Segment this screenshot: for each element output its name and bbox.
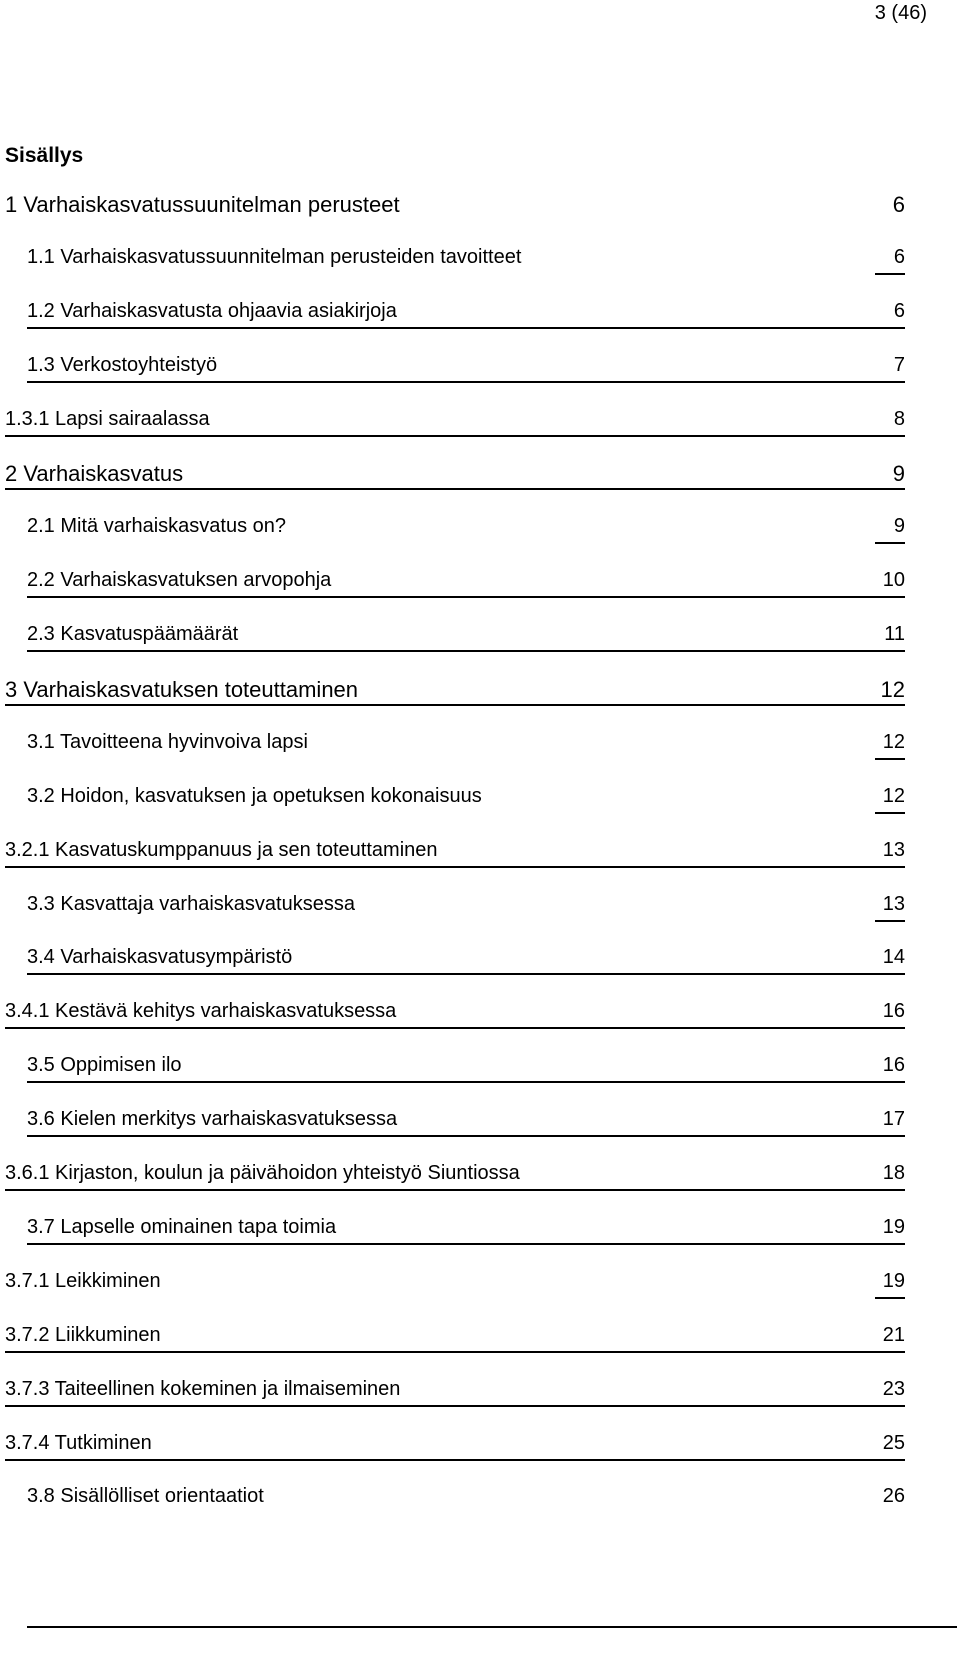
toc-entry-underline [5,435,905,437]
toc-entry-page: 14 [882,946,905,968]
toc-entry-underline [5,1459,905,1461]
toc-entry[interactable] [5,1324,905,1380]
toc-entry-page: 6 [893,300,905,322]
toc-entry-label: 2 Varhaiskasvatus [5,461,184,486]
toc-entry[interactable] [27,946,905,1002]
toc-entry-underline [27,1081,905,1083]
toc-entry-page: 13 [882,839,905,861]
toc-entry[interactable] [27,785,905,841]
toc-entry-label: 3.1 Tavoitteena hyvinvoiva lapsi [27,731,308,753]
toc-entry-underline [875,1297,905,1299]
toc-entry-underline [5,866,905,868]
toc-entry[interactable] [27,623,905,679]
toc-entry[interactable] [27,246,905,302]
toc-entry[interactable] [27,515,905,571]
toc-entry-underline [27,1135,905,1137]
toc-entry-page: 12 [882,785,905,807]
toc-entry-page: 9 [893,515,905,537]
toc-entry[interactable] [5,461,905,517]
toc-entry[interactable] [27,1054,905,1110]
page-number: 3 (46) [874,2,927,24]
toc-entry[interactable] [27,893,905,949]
toc-entry-page: 6 [892,192,905,217]
toc-entry[interactable] [5,839,905,895]
toc-entry-label: 3.8 Sisällölliset orientaatiot [27,1485,264,1507]
toc-entry-underline [875,758,905,760]
toc-entry[interactable] [5,192,905,248]
toc-entry-page: 25 [882,1432,905,1454]
toc-entry-page: 16 [882,1054,905,1076]
toc-entry-underline [27,327,905,329]
toc-entry[interactable] [27,1216,905,1272]
toc-entry[interactable] [27,1485,905,1541]
toc-entry-label: 3.2 Hoidon, kasvatuksen ja opetuksen kokonaisuus [27,785,482,807]
toc-entry-label: 3.5 Oppimisen ilo [27,1054,182,1076]
toc-entry-label: 1.1 Varhaiskasvatussuunnitelman perusteiden tavoitteet [27,246,522,268]
toc-entry[interactable] [5,408,905,464]
toc-entry-page: 12 [882,731,905,753]
toc-entry[interactable] [5,1270,905,1326]
toc-entry-label: 2.1 Mitä varhaiskasvatus on? [27,515,287,537]
toc-heading: Sisällys [5,144,84,167]
toc-entry-label: 3.2.1 Kasvatuskumppanuus ja sen toteuttaminen [5,839,438,861]
toc-entry-page: 18 [882,1162,905,1184]
toc-entry-page: 13 [882,893,905,915]
toc-entry-underline [5,1405,905,1407]
toc-entry[interactable] [27,354,905,410]
toc-entry-page: 26 [882,1485,905,1507]
toc-entry[interactable] [27,569,905,625]
toc-entry[interactable] [5,1378,905,1434]
toc-entry[interactable] [5,1432,905,1488]
toc-entry-underline [875,273,905,275]
toc-entry-page: 8 [893,408,905,430]
toc-entry-underline [27,596,905,598]
toc-entry-underline [5,488,905,490]
toc-entry-label: 3 Varhaiskasvatuksen toteuttaminen [5,677,359,702]
toc-entry-label: 3.4.1 Kestävä kehitys varhaiskasvatuksessa [5,1000,397,1022]
toc-entry[interactable] [5,677,905,733]
toc-entry-label: 1.3.1 Lapsi sairaalassa [5,408,210,430]
toc-entry-page: 17 [882,1108,905,1130]
toc-entry-label: 3.6.1 Kirjaston, koulun ja päivähoidon yhteistyö Siuntiossa [5,1162,520,1184]
toc-entry[interactable] [27,300,905,356]
toc-entry-underline [27,650,905,652]
toc-entry-label: 3.4 Varhaiskasvatusympäristö [27,946,293,968]
toc-entry-page: 21 [882,1324,905,1346]
toc-entry-label: 3.7.3 Taiteellinen kokeminen ja ilmaiseminen [5,1378,401,1400]
toc-entry-page: 6 [893,246,905,268]
toc-entry-page: 10 [882,569,905,591]
toc-entry-label: 3.7.4 Tutkiminen [5,1432,152,1454]
toc-entry-label: 1 Varhaiskasvatussuunitelman perusteet [5,192,400,217]
toc-entry-underline [27,1243,905,1245]
toc-entry-page: 16 [882,1000,905,1022]
toc-entry-label: 2.2 Varhaiskasvatuksen arvopohja [27,569,332,591]
toc-entry-underline [875,542,905,544]
toc-entry-underline [27,381,905,383]
toc-entry-page: 23 [882,1378,905,1400]
toc-entry-underline [875,920,905,922]
toc-entry-underline [875,812,905,814]
toc-entry-label: 3.7.1 Leikkiminen [5,1270,161,1292]
toc-entry-underline [5,704,905,706]
toc-entry[interactable] [27,731,905,787]
toc-entry-label: 1.2 Varhaiskasvatusta ohjaavia asiakirjoja [27,300,397,322]
toc-entry-page: 7 [893,354,905,376]
toc-entry-underline [27,973,905,975]
toc-entry[interactable] [27,1108,905,1164]
toc-entry-underline [5,1189,905,1191]
toc-entry[interactable] [5,1162,905,1218]
toc-entry-page: 19 [882,1270,905,1292]
toc-entry-page: 9 [892,461,905,486]
footer-rule [27,1626,957,1628]
toc-entry-underline [5,1027,905,1029]
toc-entry-page: 11 [884,623,905,645]
toc-entry-underline [5,1351,905,1353]
toc-entry-page: 12 [880,677,905,702]
toc-entry-label: 3.6 Kielen merkitys varhaiskasvatuksessa [27,1108,398,1130]
toc-entry-label: 1.3 Verkostoyhteistyö [27,354,218,376]
toc-entry-label: 3.7 Lapselle ominainen tapa toimia [27,1216,337,1238]
toc-entry[interactable] [5,1000,905,1056]
toc-entry-label: 2.3 Kasvatuspäämäärät [27,623,239,645]
toc-entry-label: 3.7.2 Liikkuminen [5,1324,161,1346]
toc-entry-label: 3.3 Kasvattaja varhaiskasvatuksessa [27,893,355,915]
toc-entry-page: 19 [882,1216,905,1238]
